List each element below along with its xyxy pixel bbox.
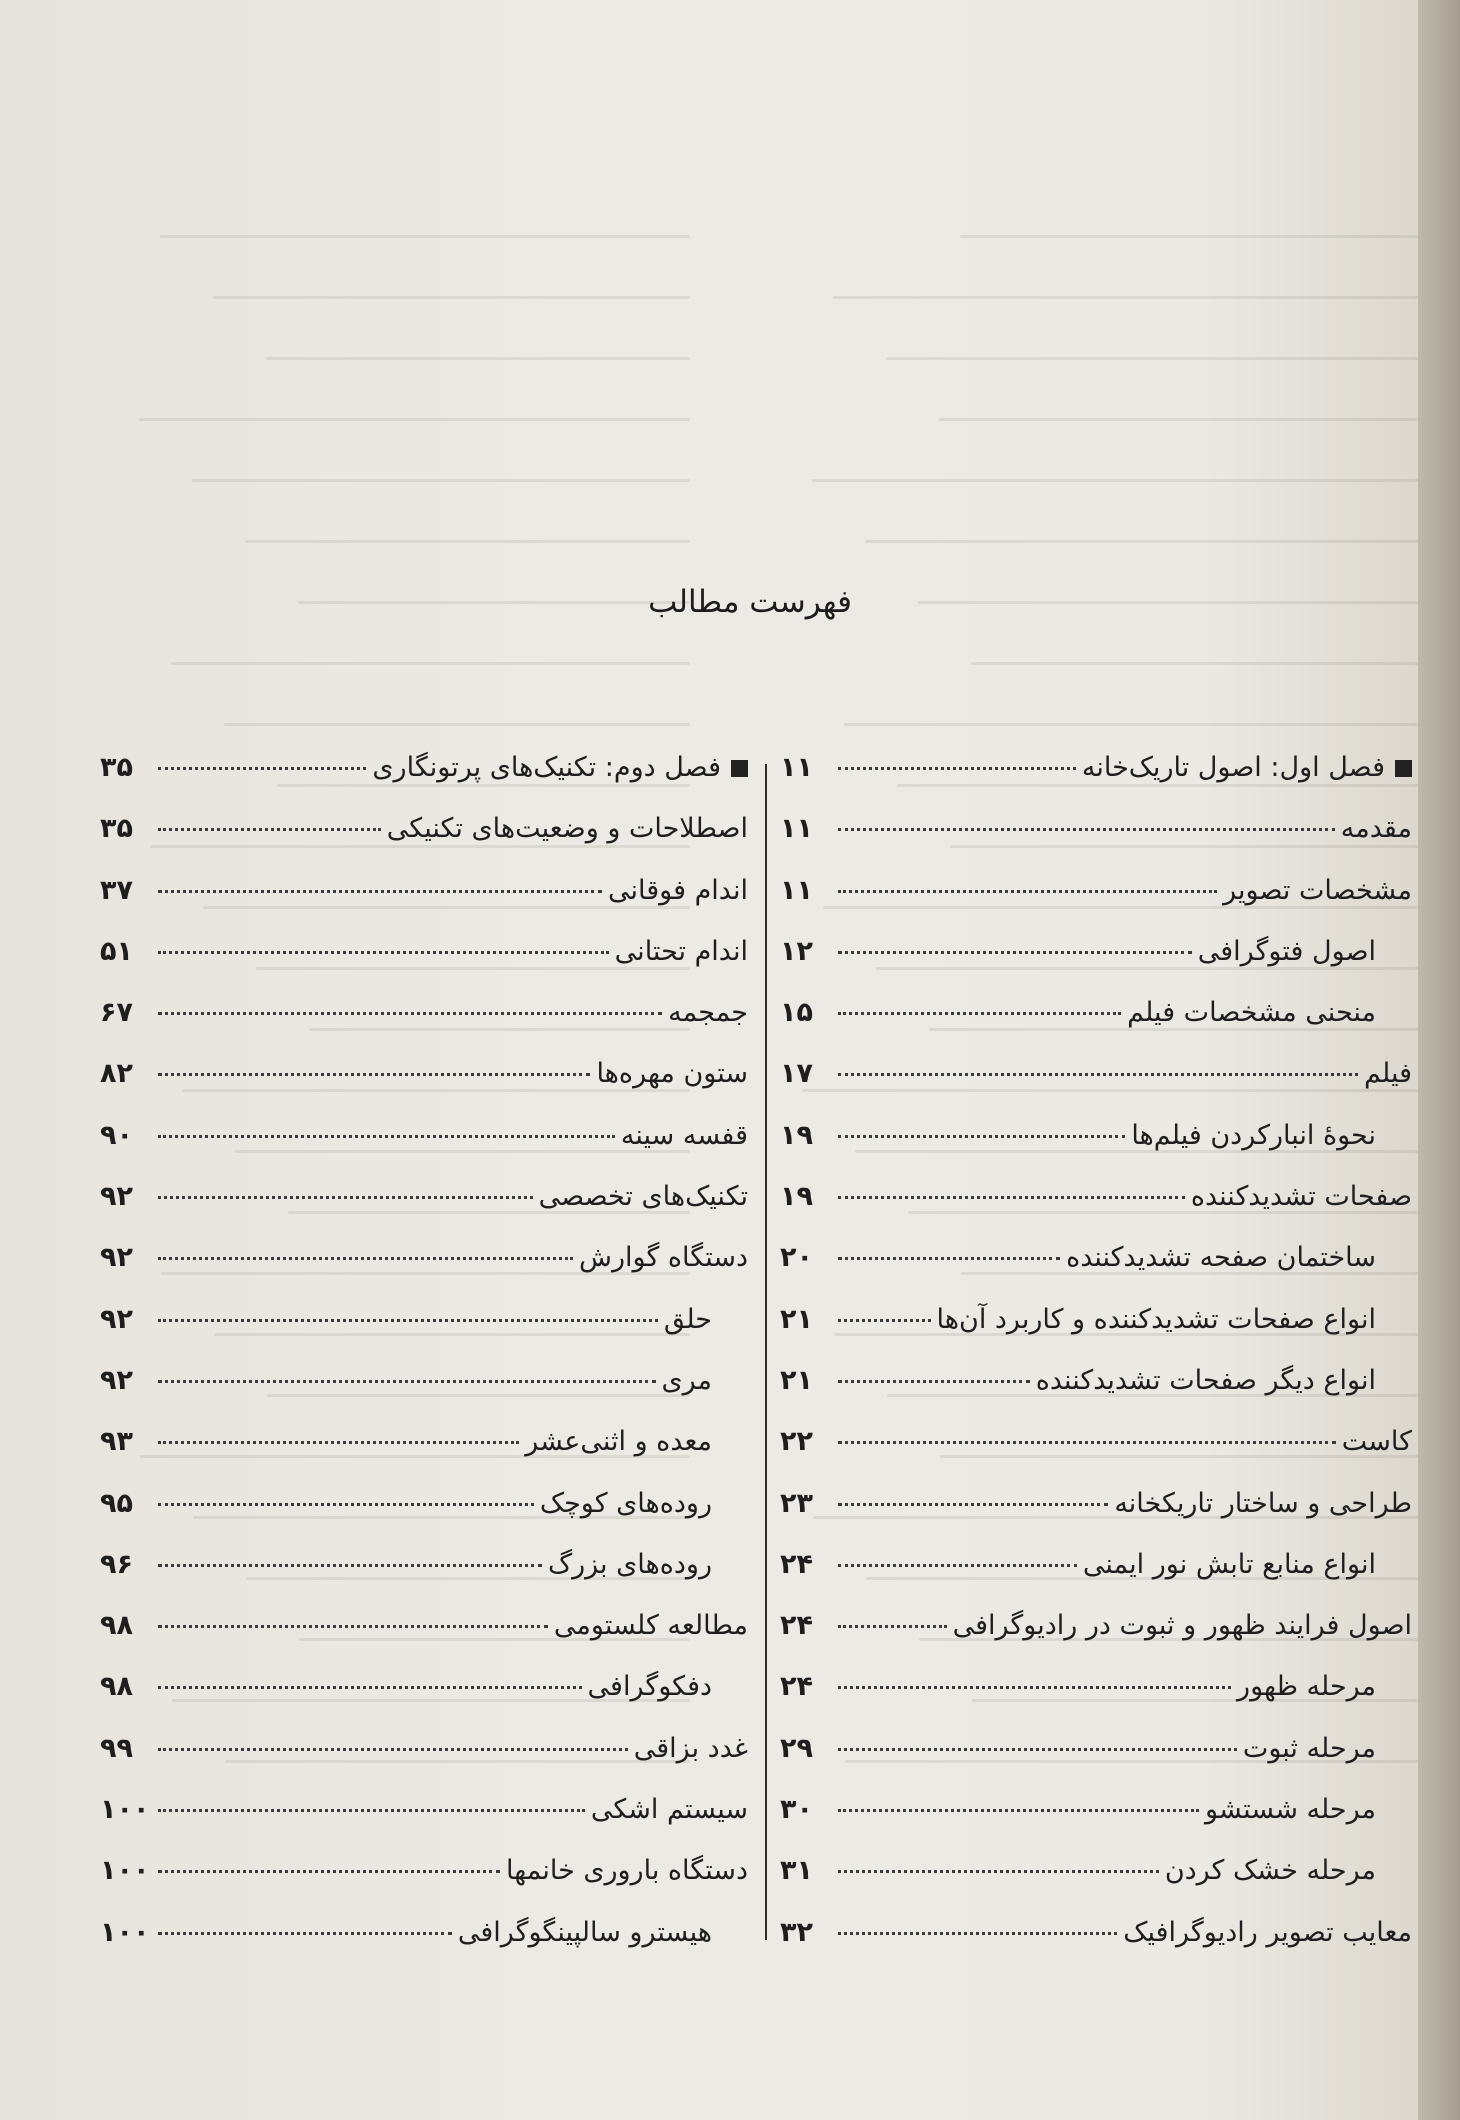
toc-entry-title: مشخصات تصویر: [1223, 874, 1412, 906]
toc-entry: [780, 1488, 1412, 1549]
toc-page-number: ۳۵: [100, 752, 133, 783]
toc-entry-title: اصول فرایند ظهور و ثبوت در رادیوگرافی: [952, 1610, 1412, 1642]
toc-page-number: ۳۰: [780, 1794, 813, 1826]
toc-entry-title: هیسترو سالپینگوگرافی: [457, 1916, 712, 1948]
toc-entry: [100, 1671, 748, 1732]
toc-page-number: ۱۹: [780, 1119, 813, 1151]
toc-entry: [100, 813, 748, 874]
toc-entry-title: جمجمه: [668, 997, 748, 1029]
toc-entry: [100, 875, 748, 936]
dot-leader: [838, 1196, 1185, 1199]
toc-entry: [780, 875, 1412, 936]
bleed-through-line: [213, 296, 690, 299]
dot-leader: [838, 1809, 1199, 1812]
bleed-through-line: [918, 601, 1420, 604]
dot-leader: [158, 1564, 542, 1567]
toc-entry: [100, 1855, 748, 1916]
toc-page-number: ۹۲: [100, 1303, 133, 1335]
bleed-through-line: [960, 235, 1420, 238]
bleed-through-line: [192, 479, 690, 482]
toc-entry: [100, 997, 748, 1058]
bleed-through-line: [812, 479, 1420, 482]
toc-entry-title: مرحله خشک کردن: [1164, 1855, 1376, 1887]
toc-column-left: [100, 752, 748, 1978]
dot-leader: [158, 890, 602, 893]
toc-page-number: ۳۱: [780, 1855, 813, 1887]
dot-leader: [838, 1564, 1077, 1567]
bleed-through-line: [865, 540, 1420, 543]
toc-entry-title: صفحات تشدیدکننده: [1190, 1181, 1412, 1213]
toc-entry: [780, 1549, 1412, 1610]
toc-page-number: ۱۰۰: [100, 1916, 150, 1948]
toc-entry: [100, 1058, 748, 1119]
toc-entry-title: مرحله ثبوت: [1242, 1732, 1376, 1764]
toc-page-number: ۲۹: [780, 1732, 813, 1764]
toc-entry-title: معایب تصویر رادیوگرافیک: [1123, 1916, 1412, 1948]
toc-entry: [100, 1794, 748, 1855]
toc-entry: [100, 1733, 748, 1794]
toc-entry: [780, 1242, 1412, 1303]
bleed-through-line: [139, 418, 690, 421]
toc-page-number: ۹۸: [100, 1671, 133, 1703]
toc-entry-title: مری: [661, 1364, 712, 1396]
toc-page-number: ۱۲: [780, 935, 813, 967]
toc-page-number: ۹۸: [100, 1610, 133, 1642]
toc-entry-title: نحوهٔ انبارکردن فیلم‌ها: [1131, 1119, 1376, 1151]
dot-leader: [838, 1135, 1125, 1138]
toc-page-number: ۱۰۰: [100, 1794, 150, 1826]
toc-entry: [100, 1120, 748, 1181]
toc-page-number: ۹۵: [100, 1487, 133, 1519]
dot-leader: [158, 1135, 615, 1138]
toc-entry: [780, 1733, 1412, 1794]
dot-leader: [158, 1870, 500, 1873]
dot-leader: [158, 1319, 658, 1322]
toc-entry-title: دستگاه گوارش: [579, 1242, 748, 1274]
toc-page-number: ۹۳: [100, 1426, 133, 1458]
toc-page-number: ۲۱: [780, 1303, 813, 1335]
toc-page-number: ۱۹: [780, 1181, 813, 1213]
toc-entry: [780, 813, 1412, 874]
toc-entry: [780, 1120, 1412, 1181]
toc-page-number: ۱۷: [780, 1058, 813, 1090]
toc-entry: [100, 1610, 748, 1671]
dot-leader: [158, 1932, 452, 1935]
dot-leader: [838, 1870, 1159, 1873]
toc-entry-title: مطالعه کلستومی: [553, 1610, 748, 1642]
toc-entry-title: غدد بزاقی: [633, 1732, 748, 1764]
dot-leader: [838, 767, 1076, 770]
dot-leader: [158, 1012, 662, 1015]
dot-leader: [158, 1503, 534, 1506]
toc-entry: [100, 1488, 748, 1549]
toc-entry: [780, 1855, 1412, 1916]
toc-entry-title: تکنیک‌های تخصصی: [538, 1181, 748, 1213]
toc-entry-title: مرحله شستشو: [1205, 1794, 1376, 1826]
toc-page-number: ۹۲: [100, 1242, 133, 1274]
bleed-through-line: [939, 418, 1420, 421]
dot-leader: [838, 1319, 931, 1322]
dot-leader: [158, 767, 366, 770]
dot-leader: [838, 951, 1192, 954]
toc-entry-title: ساختمان صفحه تشدیدکننده: [1066, 1242, 1376, 1274]
toc-entry-title: روده‌های بزرگ: [547, 1548, 712, 1580]
toc-entry-title: انواع صفحات تشدیدکننده و کاربرد آن‌ها: [936, 1303, 1376, 1335]
page-edge: [1418, 0, 1460, 2120]
toc-entry-title: اندام تحتانی: [614, 935, 748, 967]
toc-entry: [100, 1549, 748, 1610]
toc-page-number: ۶۷: [100, 997, 133, 1029]
bleed-through-line: [171, 662, 690, 665]
toc-entry-title: فیلم: [1364, 1058, 1412, 1090]
toc-page-number: ۹۲: [100, 1364, 133, 1396]
toc-entry: [780, 1058, 1412, 1119]
toc-page-number: ۲۲: [780, 1426, 813, 1458]
bleed-through-line: [844, 723, 1420, 726]
toc-page-number: ۳۲: [780, 1916, 813, 1948]
toc-page-number: ۳۵: [100, 813, 133, 845]
toc-entry: [100, 1242, 748, 1303]
toc-page-number: ۱۰۰: [100, 1855, 150, 1887]
toc-entry-title: مقدمه: [1340, 813, 1412, 845]
toc-entry-title: انواع دیگر صفحات تشدیدکننده: [1035, 1364, 1376, 1396]
toc-entry: [780, 1426, 1412, 1487]
dot-leader: [838, 1625, 947, 1628]
dot-leader: [838, 828, 1335, 831]
toc-entry-title: سیستم اشکی: [590, 1794, 748, 1826]
toc-entry-title: منحنی مشخصات فیلم: [1127, 997, 1376, 1029]
toc-entry-title: دفکوگرافی: [587, 1671, 712, 1703]
bleed-through-line: [833, 296, 1420, 299]
dot-leader: [158, 1380, 656, 1383]
toc-entry-title: معده و اثنی‌عشر: [525, 1426, 712, 1458]
toc-entry-title: کاست: [1341, 1426, 1412, 1458]
dot-leader: [158, 1257, 573, 1260]
dot-leader: [838, 1073, 1358, 1076]
dot-leader: [158, 1748, 628, 1751]
toc-entry-title: اندام فوقانی: [608, 874, 748, 906]
dot-leader: [838, 1012, 1121, 1015]
toc-page-number: ۲۴: [780, 1671, 813, 1703]
toc-entry: [780, 1181, 1412, 1242]
toc-page-number: ۹۰: [100, 1119, 133, 1151]
bleed-through-line: [971, 662, 1420, 665]
toc-entry: [780, 936, 1412, 997]
dot-leader: [158, 1196, 533, 1199]
toc-page-number: ۱۱: [780, 813, 813, 845]
toc-entry: [100, 1181, 748, 1242]
bleed-through-line: [266, 357, 690, 360]
toc-chapter-heading: [780, 752, 1412, 813]
toc-entry-title: روده‌های کوچک: [539, 1487, 712, 1519]
toc-entry-title: فصل دوم: تکنیک‌های پرتونگاری: [372, 752, 748, 783]
dot-leader: [158, 1073, 590, 1076]
toc-page-number: ۱۵: [780, 997, 813, 1029]
dot-leader: [158, 1686, 582, 1689]
toc-entry-title: دستگاه باروری خانمها: [506, 1855, 748, 1887]
toc-entry: [100, 1917, 748, 1978]
dot-leader: [838, 1503, 1108, 1506]
toc-entry-title: اصول فتوگرافی: [1197, 935, 1376, 967]
toc-entry: [780, 1794, 1412, 1855]
bleed-through-line: [245, 540, 690, 543]
dot-leader: [158, 828, 381, 831]
toc-entry: [100, 936, 748, 997]
toc-page-number: ۱۱: [780, 874, 813, 906]
dot-leader: [158, 1809, 585, 1812]
bleed-through-line: [886, 357, 1420, 360]
toc-page-number: ۳۷: [100, 874, 133, 906]
toc-entry-title: انواع منابع تابش نور ایمنی: [1082, 1548, 1376, 1580]
dot-leader: [158, 951, 609, 954]
toc-page-number: ۲۳: [780, 1487, 813, 1519]
page-title: فهرست مطالب: [648, 584, 852, 620]
dot-leader: [838, 1932, 1117, 1935]
dot-leader: [158, 1441, 519, 1444]
toc-entry-title: ستون مهره‌ها: [596, 1058, 748, 1090]
dot-leader: [838, 1380, 1030, 1383]
toc-page-number: ۲۰: [780, 1242, 813, 1274]
dot-leader: [158, 1625, 548, 1628]
toc-page-number: ۹۲: [100, 1181, 133, 1213]
toc-entry-title: طراحی و ساختار تاریکخانه: [1114, 1487, 1412, 1519]
bleed-through-line: [224, 723, 690, 726]
toc-entry-title: حلق: [663, 1303, 712, 1335]
toc-page-number: ۵۱: [100, 935, 133, 967]
toc-entry-title: فصل اول: اصول تاریک‌خانه: [1082, 752, 1412, 783]
dot-leader: [838, 1257, 1060, 1260]
dot-leader: [838, 1441, 1336, 1444]
bleed-through-line: [160, 235, 690, 238]
toc-entry-title: اصطلاحات و وضعیت‌های تکنیکی: [386, 813, 748, 845]
toc-entry: [100, 1304, 748, 1365]
toc-page-number: ۹۶: [100, 1548, 133, 1580]
toc-entry: [780, 1304, 1412, 1365]
toc-entry: [780, 1671, 1412, 1732]
toc-entry: [780, 1917, 1412, 1978]
dot-leader: [838, 1686, 1231, 1689]
toc-page-number: ۸۲: [100, 1058, 133, 1090]
column-divider: [765, 764, 767, 1940]
toc-entry-title: قفسه سینه: [620, 1119, 748, 1151]
toc-entry: [780, 1610, 1412, 1671]
dot-leader: [838, 890, 1217, 893]
toc-page-number: ۲۴: [780, 1610, 813, 1642]
toc-page-number: ۲۴: [780, 1548, 813, 1580]
toc-column-right: [780, 752, 1412, 1978]
toc-entry: [780, 997, 1412, 1058]
toc-entry: [100, 1426, 748, 1487]
toc-page-number: ۹۹: [100, 1732, 133, 1764]
toc-entry-title: مرحله ظهور: [1237, 1671, 1376, 1703]
toc-entry: [780, 1365, 1412, 1426]
toc-page-number: ۱۱: [780, 752, 813, 783]
dot-leader: [838, 1748, 1237, 1751]
toc-page-number: ۲۱: [780, 1364, 813, 1396]
toc-entry: [100, 1365, 748, 1426]
toc-chapter-heading: [100, 752, 748, 813]
